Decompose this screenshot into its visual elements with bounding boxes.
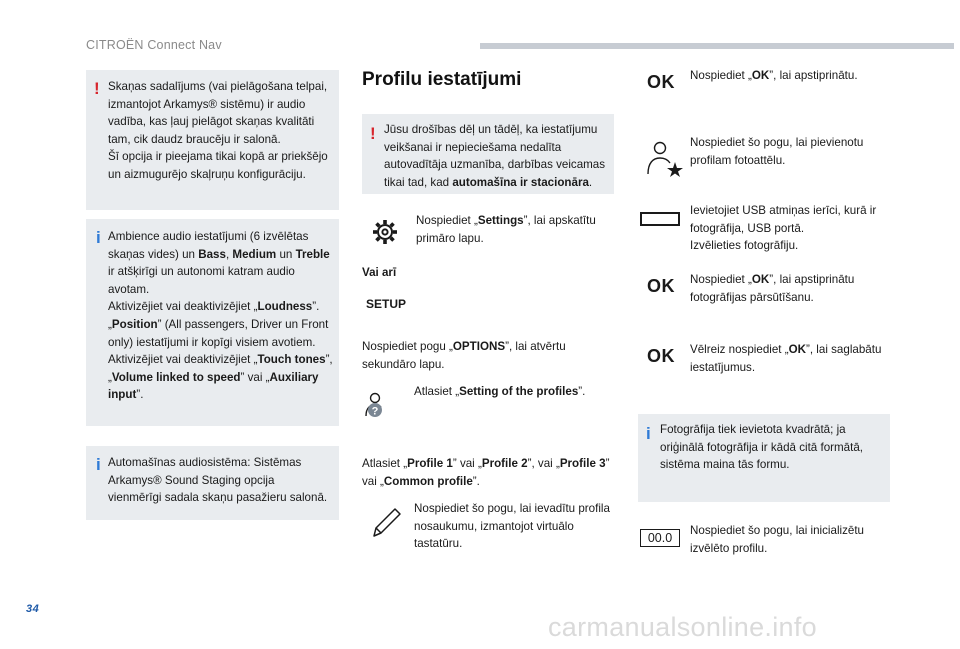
info-icon: i xyxy=(96,455,101,474)
section-heading: Profilu iestatījumi xyxy=(362,69,522,90)
save-step-text: Vēlreiz nospiediet „OK”, lai saglabātu iestatījumus. xyxy=(690,343,882,374)
usb-step-text xyxy=(690,202,890,255)
ok-button-icon: OK xyxy=(647,72,675,92)
or-label: Vai arī xyxy=(362,266,397,279)
add-photo-step-text: Nospiediet šo pogu, lai pievienotu profilam fotoattēlu. xyxy=(690,136,864,167)
profile-question-icon xyxy=(364,392,392,418)
ok-button-icon: OK xyxy=(647,276,675,296)
svg-text:?: ? xyxy=(371,405,379,418)
profile-star-icon xyxy=(646,140,684,178)
info-text: Automašīnas audiosistēma: Sistēmas Arkamys® Sound Staging opcija vienmērīgi sadala skaņu pasažieru salonā. xyxy=(108,456,328,505)
keyboard-step-text: Nospiediet šo pogu, lai ievadītu profila nosaukumu, izmantojot virtuālo tastatūru. xyxy=(414,502,610,551)
page-number: 34 xyxy=(26,603,40,615)
warning-icon: ! xyxy=(370,124,376,143)
gear-icon xyxy=(372,219,398,245)
watermark: carmanualsonline.info xyxy=(548,612,817,642)
confirm-step-text: Nospiediet „OK”, lai apstiprinātu. xyxy=(690,69,858,82)
paragraph: Šī opcija ir pieejama tikai kopā ar priekšējo un aizmugurējo skaļruņu konfigurāciju. xyxy=(108,150,328,181)
paragraph: Aktivizējiet vai deaktivizējiet „Touch tones”, „Volume linked to speed” vai „Auxiliary input”. xyxy=(108,353,333,402)
confirm-transfer-step-text: Nospiediet „OK”, lai apstiprinātu fotogrāfijas pārsūtīšanu. xyxy=(690,273,855,304)
paragraph: Aktivizējiet vai deaktivizējiet „Loudness”. xyxy=(108,300,320,314)
info-box-sound-staging xyxy=(86,446,339,520)
ok-button-icon: OK xyxy=(647,346,675,366)
manual-header-title: CITROËN Connect Nav xyxy=(86,38,222,52)
info-text: Fotogrāfija tiek ievietota kvadrātā; ja oriģinālā fotogrāfija ir kādā citā formātā, sistēma maina tās formu. xyxy=(660,423,863,472)
warning-box-safety xyxy=(362,114,614,194)
warning-box-sound-distribution xyxy=(86,70,339,210)
options-step-text: Nospiediet pogu „OPTIONS”, lai atvērtu sekundāro lapu. xyxy=(362,340,566,371)
paragraph: Ievietojiet USB atmiņas ierīci, kurā ir fotogrāfija, USB portā. xyxy=(690,204,877,235)
preset-display-icon: 00.0 xyxy=(640,529,680,547)
paragraph: Skaņas sadalījums (vai pielāgošana telpai, izmantojot Arkamys® sistēmu) ir audio vadība, kas ļauj pielāgot skaņas kvalitāti tam, cik daudz braucēju ir salonā. xyxy=(108,80,328,146)
info-icon: i xyxy=(646,424,651,443)
usb-stick-icon xyxy=(640,212,680,226)
info-box-photo xyxy=(638,414,890,502)
setup-button-icon: SETUP xyxy=(366,297,407,311)
warning-text: Jūsu drošības dēļ un tādēļ, ka iestatījumu veikšanai ir nepieciešama nedalīta autovadītāja uzmanība, darbības veicamas tikai tad, kad automašīna ir stacionāra. xyxy=(384,123,606,189)
info-box-ambience xyxy=(86,219,339,426)
info-text xyxy=(108,228,336,404)
paragraph: „Position” (All passengers, Driver un Front only) iestatījumi ir kopīgi visiem avotiem. xyxy=(108,317,329,349)
paragraph: Izvēlieties fotogrāfiju. xyxy=(690,239,799,253)
select-profile-step-text: Atlasiet „Profile 1” vai „Profile 2”, vai „Profile 3” vai „Common profile”. xyxy=(362,457,610,488)
warning-text xyxy=(108,78,336,184)
select-profiles-step-text: Atlasiet „Setting of the profiles”. xyxy=(414,385,586,398)
settings-step-text: Nospiediet „Settings”, lai apskatītu primāro lapu. xyxy=(416,214,596,245)
pencil-icon xyxy=(368,504,402,540)
warning-icon: ! xyxy=(94,79,100,98)
paragraph: Ambience audio iestatījumi (6 izvēlētas skaņas vides) un Bass, Medium un Treble ir atšķirīgi un autonomi katram audio avotam. xyxy=(108,230,330,296)
initialize-step-text: Nospiediet šo pogu, lai inicializētu izvēlēto profilu. xyxy=(690,524,865,555)
info-icon: i xyxy=(96,228,101,247)
header-divider-bar xyxy=(480,43,954,49)
